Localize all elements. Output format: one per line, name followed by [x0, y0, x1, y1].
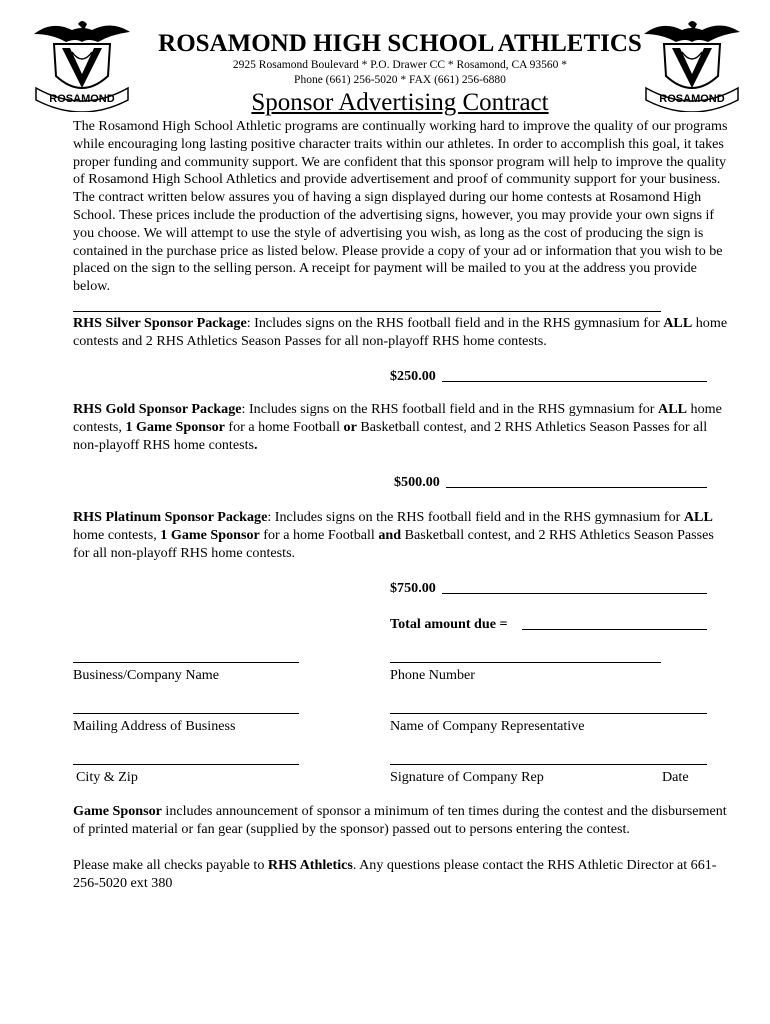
phone-number-line[interactable] — [390, 662, 661, 663]
mailing-address-line[interactable] — [73, 713, 299, 714]
intro-paragraph: The Rosamond High School Athletic programs are continually working hard to improve the quality of our programs while encouraging long lasting positive character traits within our athletes. In order to accomplish this goal, it takes proper funding and community support. We are confident that this sponsor program will help to improve the quality of Rosamond High School Athletics and provide advertisement and proof of community support for your business. The contract written below assures you of having a sign displayed during our home contests at Rosamond High School. These prices include the production of the advertising signs, however, you may provide your own signs if you choose. We will attempt to use the style of advertising you wish, as long as the cost of producing the sign is contained in the purchase price as listed below. Please provide a copy of your ad or information that you wish to be placed on the sign to the selling person. A receipt for payment will be mailed to you at the address you provide below. — [73, 118, 728, 295]
platinum-desc-3: for a home Football — [259, 526, 379, 543]
checks-text: Please make all checks payable to — [73, 857, 268, 873]
gold-desc-4: Basketball contest, and 2 RHS Athletics Season Passes for all non-playoff RHS home contests — [73, 418, 708, 453]
silver-desc-1: : Includes signs on the RHS football field and in the RHS gymnasium for — [246, 315, 660, 331]
gold-desc-2: home contests, — [73, 401, 722, 435]
contact-text: . Any questions please contact the RHS Athletic Director at 661-256-5020 ext 380 — [73, 857, 717, 891]
platinum-price: $750.00 — [390, 580, 436, 596]
gold-end: . — [253, 436, 258, 453]
gold-package-name: RHS Gold Sponsor Package — [73, 401, 242, 417]
payment-note — [73, 857, 733, 893]
silver-all: ALL — [663, 315, 693, 331]
platinum-all: ALL — [683, 509, 713, 525]
business-name-line[interactable] — [73, 662, 299, 663]
gold-desc-3: for a home Football — [224, 418, 344, 435]
gold-package-description — [73, 401, 733, 454]
gold-all: ALL — [658, 401, 688, 417]
platinum-desc-1: : Includes signs on the RHS football field and in the RHS gymnasium for — [267, 509, 681, 525]
total-amount-line[interactable] — [522, 629, 707, 630]
platinum-game-sponsor: 1 Game Sponsor — [160, 526, 260, 543]
platinum-conj: and — [378, 526, 402, 543]
gold-amount-line[interactable] — [446, 487, 707, 488]
gold-price: $500.00 — [394, 474, 440, 490]
logo-banner-text: ROSAMOND — [659, 93, 725, 105]
silver-amount-line[interactable] — [442, 381, 707, 382]
platinum-desc-2: home contests, — [73, 526, 161, 543]
date-label: Date — [662, 769, 689, 785]
rep-name-line[interactable] — [390, 713, 707, 714]
payee-name: RHS Athletics — [267, 857, 353, 873]
total-amount-label: Total amount due = — [390, 616, 508, 632]
phone-number-label: Phone Number — [390, 667, 475, 683]
city-zip-label: City & Zip — [76, 769, 138, 785]
city-zip-line[interactable] — [73, 764, 299, 765]
section-divider — [73, 311, 661, 312]
platinum-package-name: RHS Platinum Sponsor Package — [73, 509, 268, 525]
silver-package-description — [73, 315, 733, 351]
business-name-label: Business/Company Name — [73, 667, 220, 683]
platinum-package-description — [73, 509, 733, 562]
gold-desc-1: : Includes signs on the RHS football field and in the RHS gymnasium for — [241, 401, 655, 417]
logo-banner-text: ROSAMOND — [49, 93, 115, 105]
school-logo-left — [32, 16, 132, 112]
signature-line[interactable] — [390, 764, 707, 765]
silver-package-name: RHS Silver Sponsor Package — [73, 315, 247, 331]
game-sponsor-text: includes announcement of sponsor a minimum of ten times during the contest and the disbursement of printed material or fan gear (supplied by the sponsor) passed out to persons entering the contest. — [73, 803, 727, 837]
silver-desc-2: home contests and 2 RHS Athletics Season Passes for all non-playoff RHS home contests. — [73, 315, 728, 349]
platinum-desc-4: Basketball contest, and 2 RHS Athletics Season Passes for all non-playoff RHS home contests. — [73, 526, 714, 561]
school-address: 2925 Rosamond Boulevard * P.O. Drawer CC * Rosamond, CA 93560 * — [232, 59, 568, 71]
game-sponsor-note — [73, 803, 733, 839]
gold-conj: or — [343, 418, 357, 435]
game-sponsor-term: Game Sponsor — [73, 803, 162, 819]
silver-price: $250.00 — [390, 368, 436, 384]
gold-game-sponsor: 1 Game Sponsor — [125, 418, 225, 435]
mailing-address-label: Mailing Address of Business — [73, 718, 236, 734]
school-phone-fax: Phone (661) 256-5020 * FAX (661) 256-6880 — [294, 74, 506, 86]
signature-label: Signature of Company Rep — [390, 769, 544, 785]
document-title: Sponsor Advertising Contract — [251, 89, 549, 116]
platinum-amount-line[interactable] — [442, 593, 707, 594]
rep-name-label: Name of Company Representative — [390, 718, 585, 734]
school-name: ROSAMOND HIGH SCHOOL ATHLETICS — [158, 30, 642, 57]
